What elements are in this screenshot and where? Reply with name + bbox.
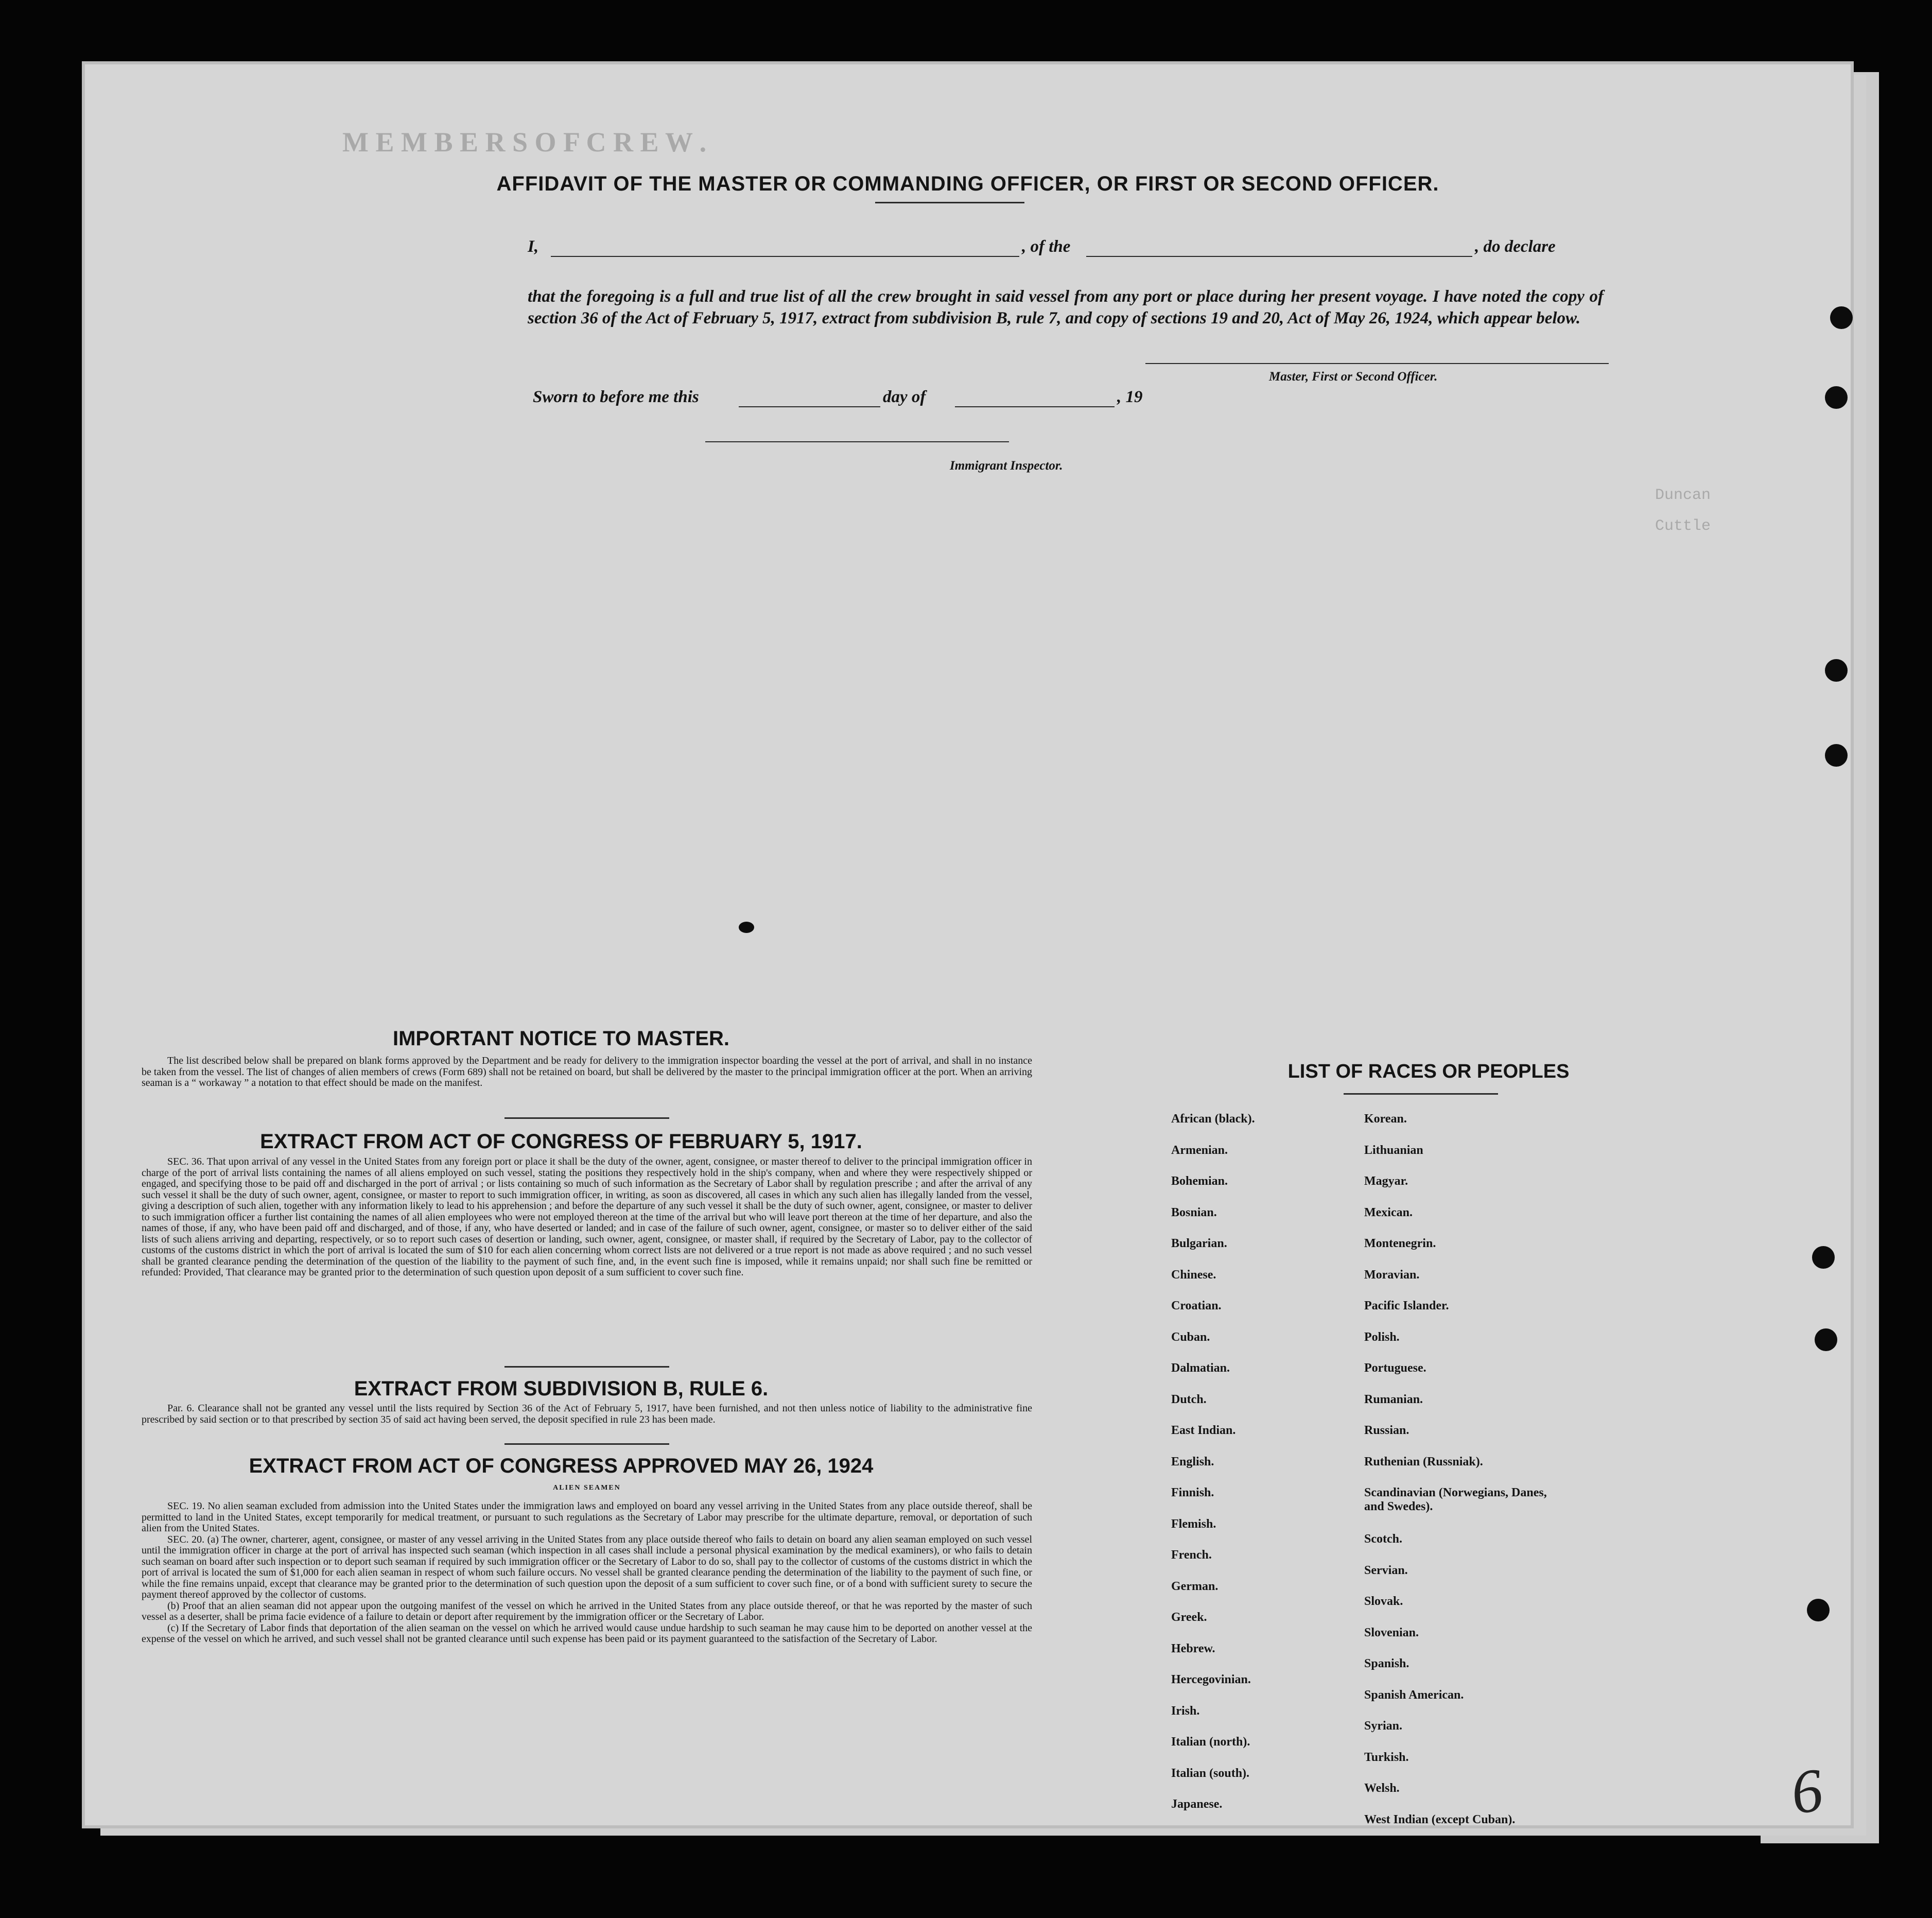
races-right-column [1364, 1112, 1673, 1825]
race-item: Bulgarian. [1171, 1237, 1227, 1250]
race-item: English. [1171, 1455, 1214, 1468]
important-notice-title: IMPORTANT NOTICE TO MASTER. [392, 1027, 730, 1050]
race-item: Polish. [1364, 1330, 1400, 1344]
punch-hole-icon [1830, 306, 1853, 329]
race-item: Scotch. [1364, 1532, 1402, 1546]
race-item: Korean. [1364, 1112, 1407, 1126]
race-item: Slovak. [1364, 1595, 1403, 1608]
race-item: Slovenian. [1364, 1626, 1419, 1639]
race-item: Dutch. [1171, 1392, 1207, 1406]
race-item: Spanish. [1364, 1657, 1409, 1670]
sworn-day-label: day of [883, 388, 926, 406]
inspector-signature-line[interactable] [705, 441, 1009, 442]
ink-blot-icon [739, 922, 754, 933]
race-item: East Indian. [1171, 1424, 1236, 1437]
bleed-through-text: Duncan [1655, 487, 1711, 504]
race-item: Japanese. [1171, 1798, 1223, 1811]
declare-suffix: , do declare [1475, 237, 1556, 256]
race-item: Turkish. [1364, 1750, 1409, 1764]
race-item: Russian. [1364, 1424, 1409, 1437]
bleed-through-text: Cuttle [1655, 517, 1711, 535]
race-item: Italian (south). [1171, 1766, 1250, 1780]
race-item: French. [1171, 1548, 1212, 1562]
important-notice-body [142, 1056, 1032, 1089]
sworn-prefix: Sworn to before me this [533, 388, 699, 406]
race-item: Ruthenian (Russniak). [1364, 1455, 1483, 1468]
sworn-month-field[interactable] [955, 406, 1115, 407]
race-item: Spanish American. [1364, 1688, 1464, 1702]
race-item: African (black). [1171, 1112, 1255, 1126]
title-underline [875, 202, 1024, 203]
race-item: Scandinavian (Norwegians, Danes, and Swedes). [1364, 1486, 1547, 1513]
race-item: Montenegrin. [1364, 1237, 1436, 1250]
extract-1924-paragraph: (c) If the Secretary of Labor finds that deportation of the alien seaman on the vessel on which he arrived would cause undue hardship to such seaman he may cause him to be deported on another vessel at the expense of the vessel on which he arrived, and such vessel shall not be granted clearance until such expense has been paid or its payment guaranteed to the satisfaction of the Secretary of Labor. [142, 1622, 1032, 1645]
affidavit-paragraph: that the foregoing is a full and true list of all the crew brought in said vessel from any port or place during her present voyage. I have noted the copy of section 36 of the Act of February 5, 1917, extract from subdivision B, rule 7, and copy of sections 19 and 20, Act of May 26, 1924, which appear below. [528, 287, 1604, 327]
extract-rule6-title: EXTRACT FROM SUBDIVISION B, RULE 6. [354, 1377, 769, 1400]
important-notice-paragraph: The list described below shall be prepared on blank forms approved by the Department and be ready for delivery to the immigration inspector boarding the vessel at the port of arrival, and shall in no instance be taken from the vessel. The list of changes of alien members of crews (Form 689) shall not be retained on board, but shall be delivered by the master to the principal immigration officer at the port. When an arriving seaman is a “ workaway ” a notation to that effect should be made on the manifest. [142, 1055, 1032, 1088]
race-item: Syrian. [1364, 1719, 1403, 1733]
punch-hole-icon [1812, 1246, 1835, 1269]
race-item: West Indian (except Cuban). [1364, 1812, 1516, 1825]
race-item: Lithuanian [1364, 1143, 1423, 1157]
races-underline [1344, 1093, 1498, 1095]
bleed-through-heading: M E M B E R S O F C R E W . [342, 127, 707, 158]
extract-1924-paragraph: (b) Proof that an alien seaman did not appear upon the outgoing manifest of the vessel on which he arrived in the United States from any place outside thereof, or that he was reported by the master of such vessel as a deserter, shall be prima facie evidence of a failure to detain or deport after requirement by the immigration officer or the Secretary of Labor. [142, 1600, 1032, 1622]
punch-hole-icon [1815, 1328, 1837, 1351]
master-signature-line[interactable] [1145, 363, 1609, 364]
extract-rule6-paragraph: Par. 6. Clearance shall not be granted any vessel until the lists required by Section 36 of the Act of February 5, 1917, have been furnished, and not then unless notice of liability to the administrative fine prescribed by said section or to that prescribed by section 35 of said act having been served, the deposit specified in rule 23 has been made. [142, 1403, 1032, 1425]
race-item: Mexican. [1364, 1205, 1413, 1219]
form-page [85, 64, 1851, 1825]
races-title: LIST OF RACES OR PEOPLES [1287, 1061, 1570, 1082]
race-item: Portuguese. [1364, 1361, 1426, 1375]
race-item: Rumanian. [1364, 1392, 1423, 1406]
race-item: Finnish. [1171, 1486, 1214, 1499]
declarant-prefix: I, [528, 237, 539, 256]
extract-rule6-body [142, 1403, 1032, 1425]
section-divider [504, 1443, 669, 1445]
race-item: Bohemian. [1171, 1174, 1228, 1188]
inspector-label: Immigrant Inspector. [950, 459, 1063, 473]
extract-1924-paragraph: SEC. 20. (a) The owner, charterer, agent, consignee, or master of any vessel arriving in the United States from any place outside thereof who fails to detain on board any alien seaman employed on such vessel until the immigration officer in charge at the port of arrival has inspected such seaman (which inspection in all cases shall include a personal physical examination by the medical examiners), or who fails to detain such seaman on board after such inspection or to deport such seaman if required by such immigration officer or the Secretary of Labor to do so, shall pay to the collector of customs of the customs district in which the port of arrival is located the sum of $1,000 for each alien seaman in respect of whom such failure occurs. No vessel shall be granted clearance pending the determination of the liability to the payment of such fine, or while the fine remains unpaid, except that clearance may be granted prior to the determination of such question upon the deposit of a sum sufficient to cover such fine, or of a bond with sufficient surety to secure the payment thereof approved by the collector of customs. [142, 1533, 1032, 1600]
handwritten-page-number: 6 [1786, 1755, 1827, 1827]
race-item: Pacific Islander. [1364, 1299, 1449, 1312]
race-item: Magyar. [1364, 1174, 1408, 1188]
race-item: Cuban. [1171, 1330, 1210, 1344]
race-item: Chinese. [1171, 1268, 1216, 1282]
vessel-name-field[interactable] [1086, 256, 1472, 257]
race-item: Servian. [1364, 1563, 1408, 1577]
master-signature-label: Master, First or Second Officer. [1269, 370, 1438, 384]
race-item: German. [1171, 1579, 1219, 1593]
extract-1924-title: EXTRACT FROM ACT OF CONGRESS APPROVED MAY 26, 1924 [249, 1455, 874, 1477]
race-item: Hercegovinian. [1171, 1673, 1251, 1686]
race-item: Armenian. [1171, 1143, 1228, 1157]
vessel-prefix: , of the [1022, 237, 1071, 256]
punch-hole-icon [1825, 744, 1848, 767]
extract-1924-body [142, 1501, 1032, 1645]
extract-1917-title: EXTRACT FROM ACT OF CONGRESS OF FEBRUARY 5, 1917. [260, 1130, 862, 1153]
race-item: Moravian. [1364, 1268, 1420, 1282]
sworn-day-field[interactable] [739, 406, 880, 407]
extract-1924-paragraph: SEC. 19. No alien seaman excluded from admission into the United States under the immigration laws and employed on board any vessel arriving in the United States from any place outside thereof, shall be permitted to land in the United States, except temporarily for medical treatment, or pursuant to such regulations as the Secretary of Labor may prescribe for the ultimate departure, removal, or deportation of such alien from the United States. [142, 1500, 1032, 1534]
race-item: Greek. [1171, 1611, 1207, 1624]
extract-1917-body [142, 1156, 1032, 1278]
section-divider [504, 1366, 669, 1368]
race-item: Croatian. [1171, 1299, 1222, 1312]
punch-hole-icon [1807, 1599, 1830, 1621]
race-item: Italian (north). [1171, 1735, 1250, 1749]
race-item: Dalmatian. [1171, 1361, 1230, 1375]
extract-1917-paragraph: SEC. 36. That upon arrival of any vessel in the United States from any foreign port or place it shall be the duty of the owner, agent, consignee, or master thereof to deliver to the principal immigration officer in charge of the port of arrival lists containing the names of all aliens employed on such vessel, stating the positions they respectively hold in the ship's company, when and where they were respectively shipped or engaged, and specifying those to be paid off and discharged in the port of arrival ; or lists containing so much of such information as the Secretary of Labor shall by regulation prescribe ; and after the arrival of any such vessel it shall be the duty of such owner, agent, consignee, or master to report to such immigration officer, in writing, as soon as discovered, all cases in which any such alien has illegally landed from the vessel, giving a description of such alien, together with any information likely to lead to his apprehension ; and before the departure of any such vessel it shall be the duty of such owner, agent, consignee, or master to deliver to such immigration officer a further list containing the names of all alien employees who were not employed thereon at the time of the arrival but who will leave port thereon at the time of her departure, and also the names of those, if any, who have been paid off and discharged, and of those, if any, who have deserted or landed; and in case of the failure of such owner, agent, consignee, or master so to deliver either of the said lists of such aliens arriving and departing, respectively, or so to report such cases of desertion or landing, such owner, agent, consignee, or master shall, if required by the Secretary of Labor, pay to the collector of customs of the customs district in which the port of arrival is located the sum of $10 for each alien concerning whom correct lists are not delivered or a true report is not made as above required ; and no such vessel shall be granted clearance pending the determination of the question of the liability to the payment of such fine, and, in the event such fine is imposed, while it remains unpaid; nor shall such fine be remitted or refunded: Provided, That clearance may be granted prior to the determination of such question upon deposit of a sum sufficient to cover such fine. [142, 1156, 1032, 1278]
sworn-year-label: , 19 [1117, 388, 1143, 406]
section-divider [504, 1117, 669, 1119]
affidavit-title: AFFIDAVIT OF THE MASTER OR COMMANDING OFFICER, OR FIRST OR SECOND OFFICER. [496, 172, 1439, 195]
extract-1924-subtitle: ALIEN SEAMEN [553, 1484, 621, 1492]
race-item: Welsh. [1364, 1782, 1400, 1795]
declarant-name-field[interactable] [551, 256, 1019, 257]
race-item: Flemish. [1171, 1517, 1216, 1531]
race-item: Hebrew. [1171, 1641, 1215, 1655]
race-item: Bosnian. [1171, 1205, 1217, 1219]
punch-hole-icon [1825, 386, 1848, 409]
punch-hole-icon [1825, 659, 1848, 682]
race-item: Irish. [1171, 1704, 1200, 1718]
